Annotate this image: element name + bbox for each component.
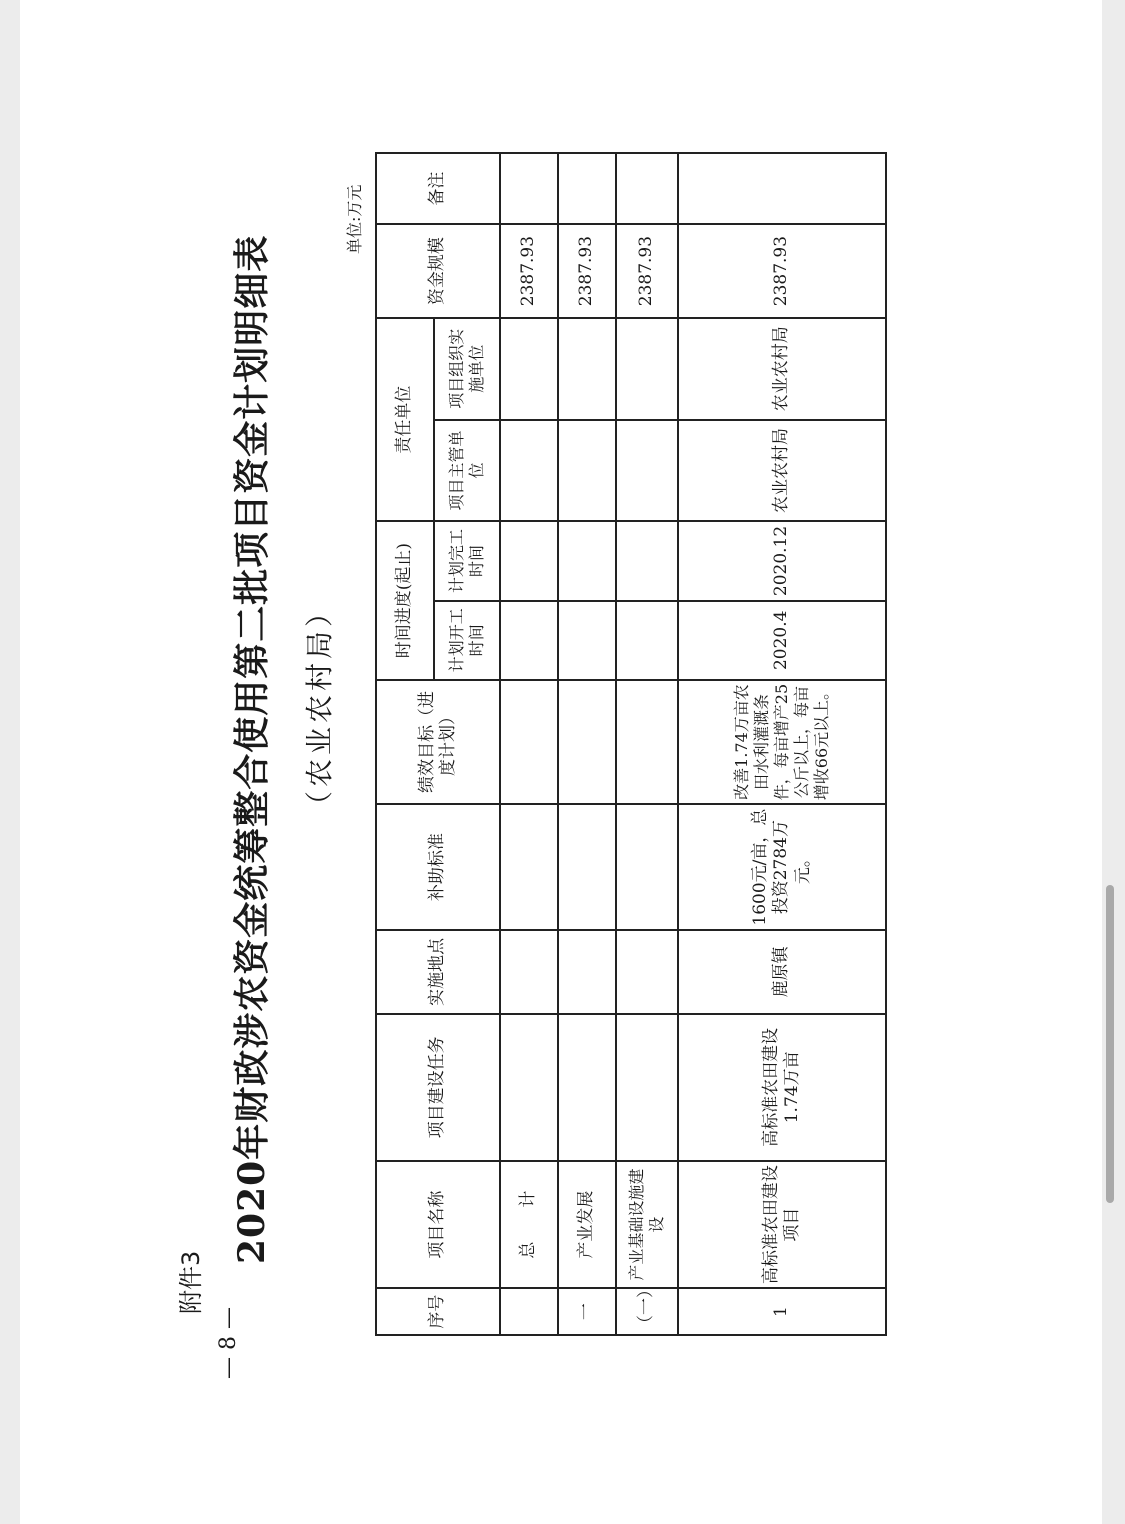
header-supervisor: 项目主管单位 [434,420,500,522]
page-number: — 8 — [216,1307,241,1379]
cell-amount: 2387.93 [678,224,886,318]
header-seq: 序号 [376,1288,500,1335]
cell-subsidy: 1600元/亩，总投资2784万元。 [678,804,886,930]
cell-seq: 1 [678,1288,886,1335]
attachment-label: 附件3 [177,1250,205,1314]
cell-remark [616,153,678,224]
cell-implementer [558,318,616,420]
cell-start: 2020.4 [678,601,886,680]
cell-subsidy [500,804,558,930]
cell-name: 总 计 [500,1161,558,1288]
unit-label: 单位:万元 [345,184,364,254]
cell-task: 高标准农田建设1.74万亩 [678,1014,886,1161]
cell-seq [500,1288,558,1335]
cell-implementer [500,318,558,420]
cell-task [558,1014,616,1161]
fund-plan-table [375,152,887,1336]
cell-task [616,1014,678,1161]
header-schedule: 时间进度(起止) [376,521,434,680]
header-amount: 资金规模 [376,224,500,318]
cell-amount: 2387.93 [558,224,616,318]
header-task: 项目建设任务 [376,1014,500,1161]
document-subtitle: （农业农村局） [303,594,336,819]
cell-location [558,930,616,1013]
header-responsible: 责任单位 [376,318,434,521]
header-remark: 备注 [376,153,500,224]
cell-implementer: 农业农村局 [678,318,886,420]
cell-implementer [616,318,678,420]
cell-target [616,680,678,804]
cell-target: 改善1.74万亩农田水利灌溉条件，每亩增产25公斤以上，每亩增收66元以上。 [678,680,886,804]
header-end: 计划完工时间 [434,521,500,600]
table-row [678,153,886,1335]
cell-subsidy [616,804,678,930]
cell-target [558,680,616,804]
cell-supervisor [558,420,616,522]
table-row [616,153,678,1335]
cell-end [558,521,616,600]
cell-start [616,601,678,680]
cell-remark [500,153,558,224]
cell-end: 2020.12 [678,521,886,600]
cell-name: 高标准农田建设项目 [678,1161,886,1288]
cell-location [616,930,678,1013]
cell-start [558,601,616,680]
cell-supervisor [616,420,678,522]
header-subsidy: 补助标准 [376,804,500,930]
header-location: 实施地点 [376,930,500,1013]
header-name: 项目名称 [376,1161,500,1288]
cell-supervisor: 农业农村局 [678,420,886,522]
table-row [558,153,616,1335]
cell-supervisor [500,420,558,522]
cell-seq: 一 [558,1288,616,1335]
cell-end [616,521,678,600]
header-implementer: 项目组织实施单位 [434,318,500,420]
cell-name: 产业发展 [558,1161,616,1288]
table-row [500,153,558,1335]
rotated-document [20,0,1102,1524]
document-title: 2020年财政涉农资金统筹整合使用第二批项目资金计划明细表 [231,234,273,1264]
cell-remark [678,153,886,224]
header-row [376,153,434,1335]
cell-remark [558,153,616,224]
cell-location: 鹿原镇 [678,930,886,1013]
scrollbar[interactable] [1106,885,1114,1203]
cell-amount: 2387.93 [500,224,558,318]
header-target: 绩效目标（进度计划） [376,680,500,804]
cell-amount: 2387.93 [616,224,678,318]
cell-task [500,1014,558,1161]
cell-seq: （一） [616,1288,678,1335]
cell-name: 产业基础设施建设 [616,1161,678,1288]
cell-subsidy [558,804,616,930]
cell-location [500,930,558,1013]
cell-target [500,680,558,804]
cell-start [500,601,558,680]
cell-end [500,521,558,600]
header-start: 计划开工时间 [434,601,500,680]
